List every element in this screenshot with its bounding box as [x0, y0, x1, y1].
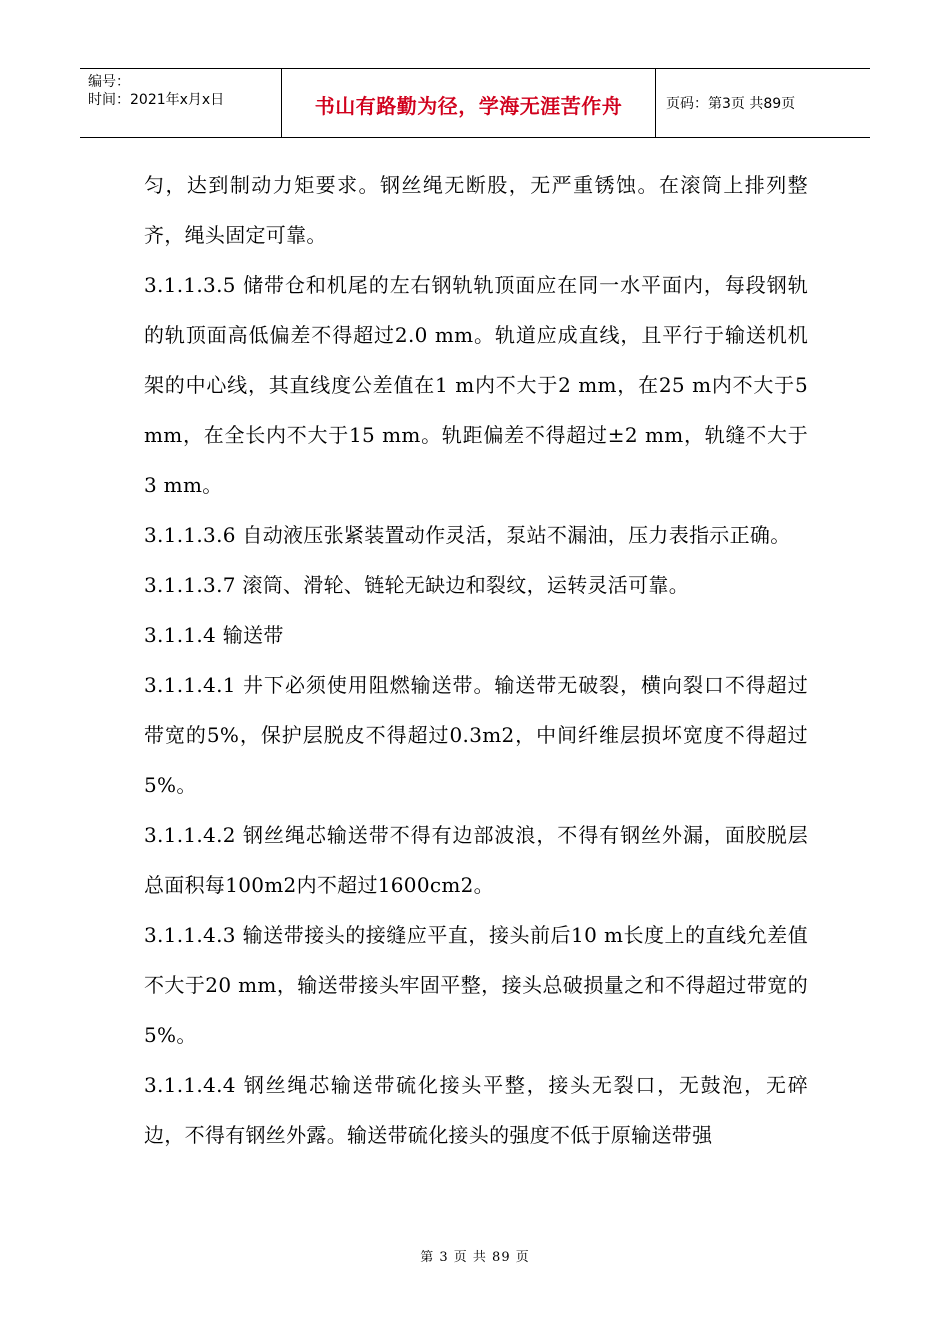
document-body: [144, 160, 808, 1160]
paragraph: 3.1.1.3.7 滚筒、滑轮、链轮无缺边和裂纹，运转灵活可靠。: [144, 573, 690, 597]
paragraph: 3.1.1.3.6 自动液压张紧装置动作灵活，泵站不漏油，压力表指示正确。: [144, 523, 791, 547]
document-header: [80, 68, 870, 138]
header-page-cell: [656, 69, 870, 137]
paragraph: 3.1.1.4.2 钢丝绳芯输送带不得有边部波浪，不得有钢丝外漏，面胶脱层总面积每100m2内不超过1600cm2。: [144, 823, 808, 897]
footer-page-number: 第 3 页 共 89 页: [420, 1250, 530, 1265]
doc-number-label: 编号：: [88, 74, 130, 90]
paragraph: 3.1.1.4.3 输送带接头的接缝应平直，接头前后10 m长度上的直线允差值不大于20 mm，输送带接头牢固平整，接头总破损量之和不得超过带宽的5%。: [144, 923, 808, 1047]
header-meta-cell: [80, 69, 282, 137]
motto-text: 书山有路勤为径，学海无涯苦作舟: [314, 94, 623, 118]
paragraph: 3.1.1.4.1 井下必须使用阻燃输送带。输送带无破裂，横向裂口不得超过带宽的5%，保护层脱皮不得超过0.3m2，中间纤维层损坏宽度不得超过5%。: [144, 673, 808, 797]
date-label: 时间：2021年x月x日: [88, 92, 225, 108]
page-info: 页码：第3页 共89页: [666, 96, 796, 112]
paragraph: 3.1.1.3.5 储带仓和机尾的左右钢轨轨顶面应在同一水平面内，每段钢轨的轨顶面高低偏差不得超过2.0 mm。轨道应成直线，且平行于输送机机架的中心线，其直线度公差值在1 m内不大于2 mm，在25 m内不大于5 mm，在全长内不大于15 mm。轨距偏差不得超过±2 mm，轨缝不大于3 mm。: [144, 273, 808, 497]
header-motto-cell: [282, 69, 656, 137]
section-heading: 3.1.1.4 输送带: [144, 623, 284, 647]
paragraph: 3.1.1.4.4 钢丝绳芯输送带硫化接头平整，接头无裂口，无鼓泡，无碎边，不得有钢丝外露。输送带硫化接头的强度不低于原输送带强: [144, 1073, 808, 1147]
paragraph: 匀，达到制动力矩要求。钢丝绳无断股，无严重锈蚀。在滚筒上排列整齐，绳头固定可靠。: [144, 173, 808, 247]
page-footer: [0, 1246, 950, 1265]
